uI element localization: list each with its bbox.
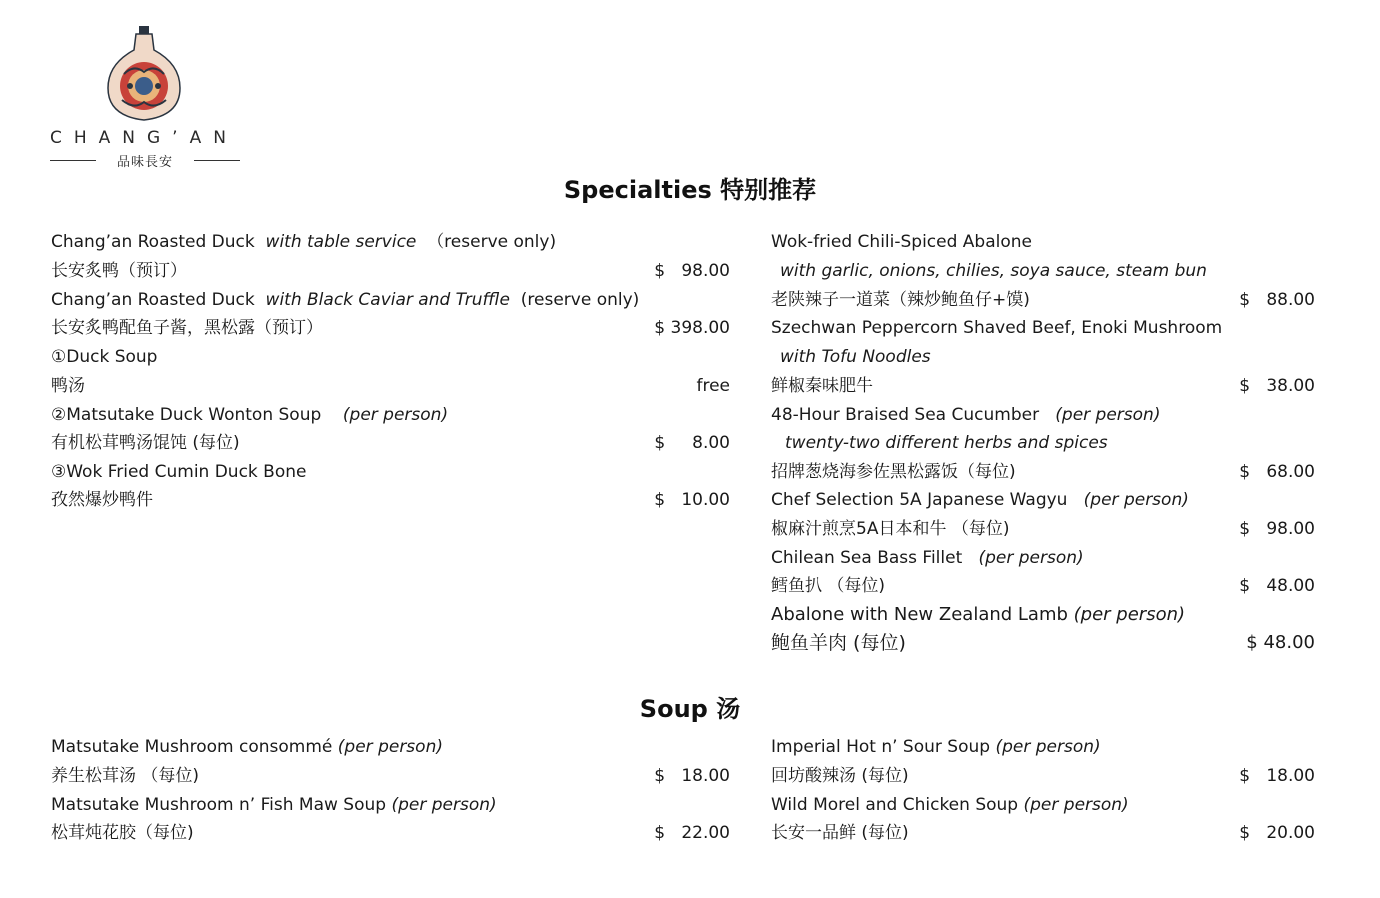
item-title: Chang’an Roasted Duck — [51, 290, 255, 310]
menu-item-name — [771, 736, 1101, 758]
item-note: (per person) — [1073, 604, 1186, 625]
menu-item-price: $ 68.00 — [1239, 462, 1315, 482]
item-title: Wild Morel and Chicken Soup — [771, 795, 1019, 815]
item-note: （reserve only) — [427, 232, 557, 252]
menu-item-chinese: 鳕鱼扒 （每位) — [771, 576, 886, 596]
logo-divider-right — [194, 160, 240, 161]
menu-item-price: $ 88.00 — [1239, 290, 1315, 310]
menu-item-name: Wok-fried Chili-Spiced Abalone — [771, 232, 1032, 252]
item-note: (reserve only) — [520, 290, 640, 310]
menu-item-price: $ 48.00 — [1246, 632, 1315, 653]
menu-item-chinese: 招牌葱烧海参佐黑松露饭（每位) — [771, 462, 1016, 482]
logo-subtitle-row — [50, 151, 240, 170]
menu-item-price: $ 8.00 — [654, 433, 730, 453]
menu-item-chinese: 孜然爆炒鸭件 — [51, 490, 153, 510]
item-note: (per person) — [1083, 490, 1189, 510]
item-title: Chef Selection 5A Japanese Wagyu — [771, 490, 1068, 510]
menu-item-name — [771, 489, 1189, 511]
item-title: 48-Hour Braised Sea Cucumber — [771, 405, 1040, 425]
menu-item-price: $ 98.00 — [1239, 519, 1315, 539]
menu-item-chinese: 椒麻汁煎烹5A日本和牛 （每位) — [771, 519, 1010, 539]
menu-item-name: ①Duck Soup — [51, 347, 158, 367]
item-title: Chang’an Roasted Duck — [51, 232, 255, 252]
menu-item-name — [771, 604, 1185, 626]
menu-item-price: $ 10.00 — [654, 490, 730, 510]
item-note: (per person) — [337, 737, 443, 757]
menu-item-price: $ 18.00 — [1239, 766, 1315, 786]
restaurant-logo — [50, 24, 245, 174]
menu-item-description: with garlic, onions, chilies, soya sauce, steam bun — [780, 261, 1207, 281]
vase-emblem-icon — [50, 24, 245, 124]
item-note: (per person) — [1023, 795, 1129, 815]
menu-item-chinese: 长安炙鸭配鱼子酱，黑松露（预订） — [51, 318, 323, 338]
soup-heading: Soup 汤 — [639, 695, 741, 723]
item-title: Chilean Sea Bass Fillet — [771, 548, 963, 568]
menu-item-name — [771, 547, 1084, 569]
menu-item-name — [771, 404, 1160, 426]
menu-item-description: with Tofu Noodles — [780, 347, 931, 367]
menu-item-name — [771, 794, 1129, 816]
item-title: Imperial Hot n’ Sour Soup — [771, 737, 991, 757]
menu-item-chinese: 养生松茸汤 （每位) — [51, 766, 200, 786]
item-note: (per person) — [978, 548, 1084, 568]
menu-item-name — [51, 794, 497, 816]
item-title: Abalone with New Zealand Lamb — [771, 604, 1068, 625]
item-note: (per person) — [995, 737, 1101, 757]
menu-item-chinese: 有机松茸鸭汤馄饨 (每位) — [51, 433, 240, 453]
item-title: Matsutake Mushroom n’ Fish Maw Soup — [51, 795, 387, 815]
menu-item-chinese: 回坊酸辣汤 (每位) — [771, 766, 909, 786]
item-note: (per person) — [342, 405, 449, 425]
menu-item-price: $ 98.00 — [654, 261, 730, 281]
menu-item-chinese: 鲍鱼羊肉 (每位) — [771, 632, 906, 654]
menu-item-name: ③Wok Fried Cumin Duck Bone — [51, 462, 307, 482]
menu-item-name — [51, 289, 639, 311]
menu-item-chinese: 鸭汤 — [51, 376, 85, 396]
menu-item-name — [51, 404, 448, 426]
menu-item-price: $ 22.00 — [654, 823, 730, 843]
item-title: ②Matsutake Duck Wonton Soup — [51, 405, 322, 425]
menu-item-name: Szechwan Peppercorn Shaved Beef, Enoki Mushroom — [771, 318, 1223, 338]
menu-item-chinese: 老陕辣子一道菜（辣炒鲍鱼仔+馍) — [771, 290, 1030, 310]
menu-item-name — [51, 231, 556, 253]
menu-item-price: $ 398.00 — [654, 318, 730, 338]
specialties-heading: Specialties 特别推荐 — [563, 176, 817, 204]
item-title: Matsutake Mushroom consommé — [51, 737, 333, 757]
menu-item-name — [51, 736, 443, 758]
menu-item-chinese: 长安炙鸭（预订） — [51, 261, 187, 281]
menu-item-price: $ 20.00 — [1239, 823, 1315, 843]
logo-subtitle: 品味長安 — [116, 155, 173, 170]
menu-item-chinese: 长安一品鲜 (每位) — [771, 823, 909, 843]
menu-item-chinese: 松茸炖花胶（每位) — [51, 823, 194, 843]
logo-wordmark: CHANG’AN — [50, 128, 238, 148]
menu-item-price: $ 38.00 — [1239, 376, 1315, 396]
item-note: with table service — [265, 232, 417, 252]
item-note: (per person) — [391, 795, 497, 815]
menu-item-chinese: 鲜椒秦味肥牛 — [771, 376, 873, 396]
logo-divider-left — [50, 160, 96, 161]
menu-item-price: free — [696, 376, 730, 396]
item-note: with Black Caviar and Truffle — [265, 290, 510, 310]
menu-item-price: $ 48.00 — [1239, 576, 1315, 596]
menu-item-description: twenty-two different herbs and spices — [785, 433, 1108, 453]
menu-item-price: $ 18.00 — [654, 766, 730, 786]
item-note: (per person) — [1055, 405, 1161, 425]
